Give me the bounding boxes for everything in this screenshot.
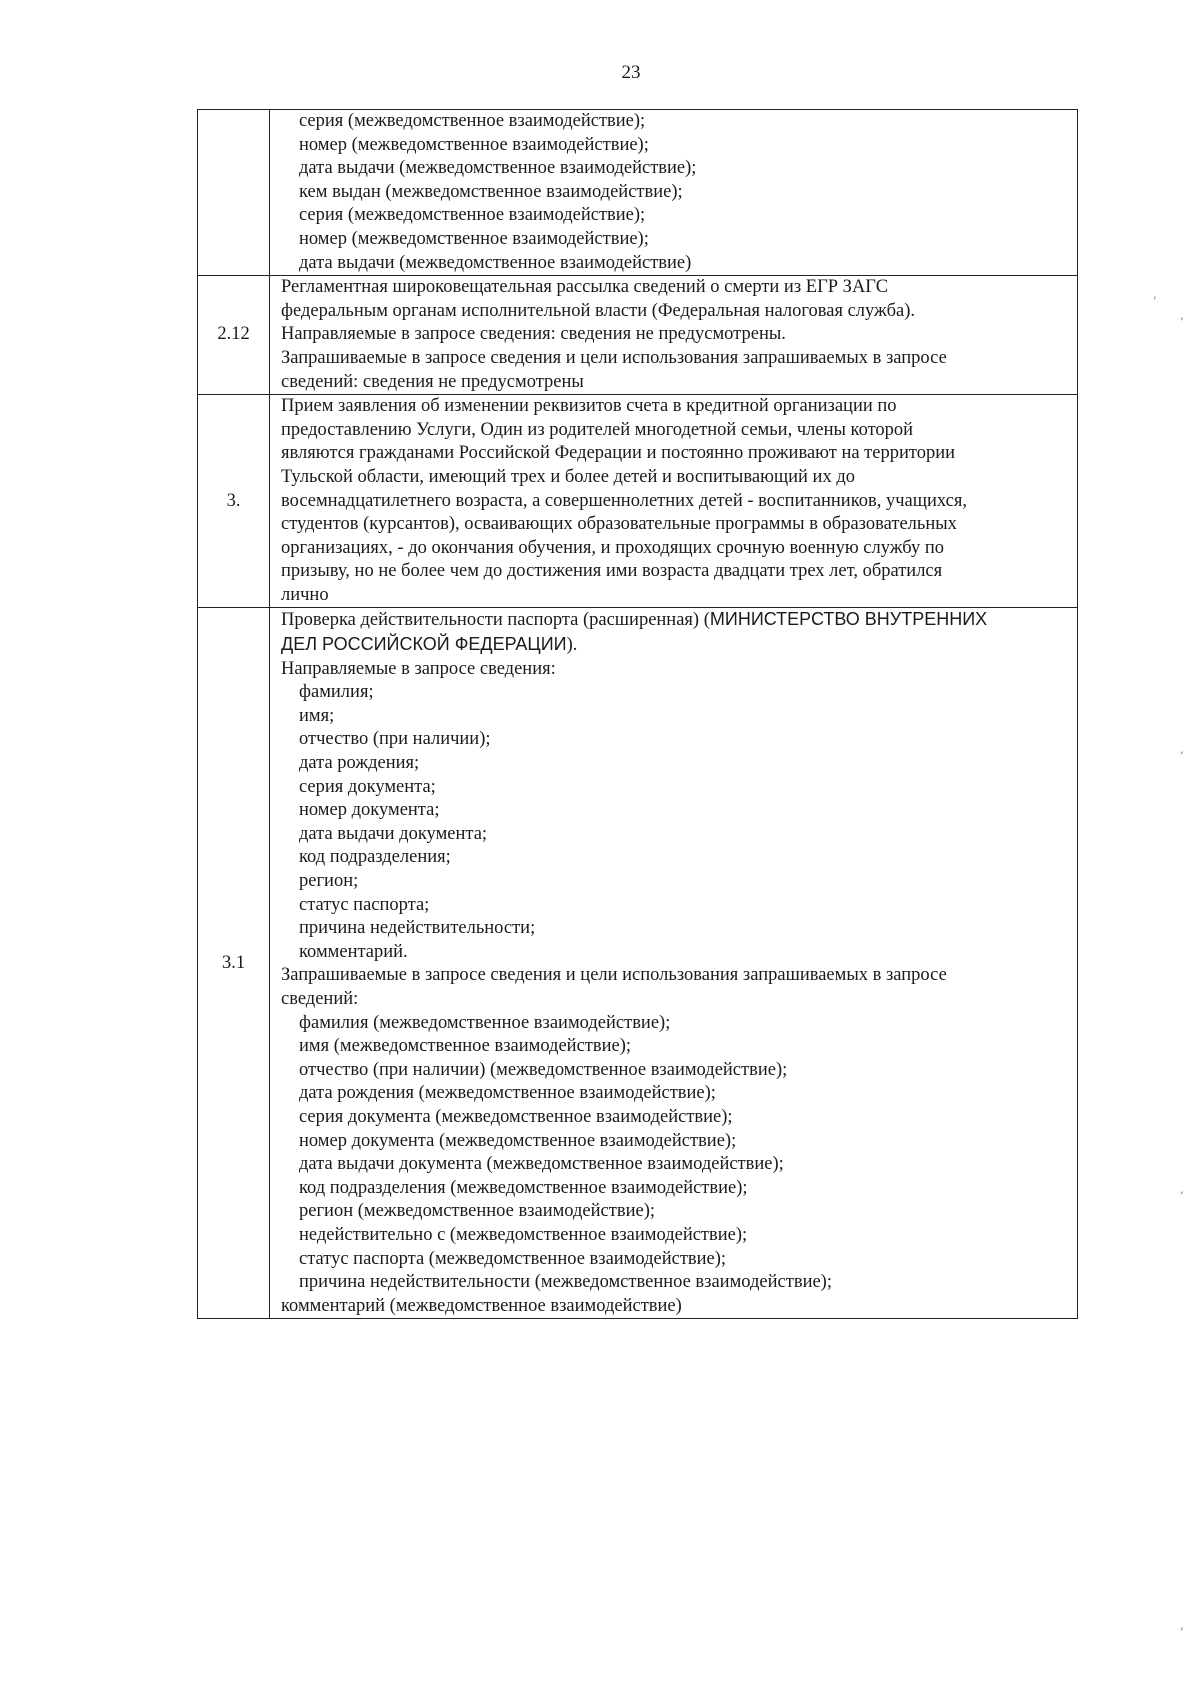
content-line: регион (межведомственное взаимодействие); [299, 1201, 655, 1222]
content-line: код подразделения; [299, 847, 451, 868]
content-line: предоставлению Услуги, Один из родителей многодетной семьи, члены которой [281, 419, 914, 440]
table-body [198, 110, 1078, 1319]
content-line: отчество (при наличии); [299, 729, 491, 750]
row-number-cell: 3.1 [198, 608, 270, 1319]
content-line: являются гражданами Российской Федерации и постоянно проживают на территории [281, 443, 956, 464]
page-number: 23 [621, 62, 641, 83]
content-line: причина недействительности; [299, 918, 536, 939]
content-line: статус паспорта; [299, 894, 430, 915]
agency-name-part: МИНИСТЕРСТВО ВНУТРЕННИХ [709, 609, 988, 630]
row-content-cell [270, 395, 1078, 608]
content-line: имя (межведомственное взаимодействие); [299, 1036, 632, 1057]
row-content-cell [270, 608, 1078, 1319]
table-row [198, 110, 1078, 276]
content-line: номер документа (межведомственное взаимодействие); [299, 1130, 737, 1151]
row-number-cell [198, 110, 270, 276]
content-line: отчество (при наличии) (межведомственное взаимодействие); [299, 1059, 788, 1080]
service-title [281, 608, 1067, 657]
content-line: дата выдачи документа; [299, 823, 488, 844]
content-line: имя; [299, 705, 335, 726]
content-line: код подразделения (межведомственное взаимодействие); [299, 1177, 748, 1198]
agency-name-part: ДЕЛ РОССИЙСКОЙ ФЕДЕРАЦИИ [281, 634, 567, 655]
scan-mark: , [1180, 1182, 1184, 1196]
scan-mark: , [1153, 287, 1157, 301]
table-row [198, 608, 1078, 1319]
table-row [198, 276, 1078, 395]
content-line: комментарий (межведомственное взаимодействие) [281, 1295, 682, 1316]
content-line: сведений: [281, 988, 359, 1009]
content-line: федеральным органам исполнительной власти (Федеральная налоговая служба). [281, 300, 915, 321]
content-line: недействительно с (межведомственное взаимодействие); [299, 1224, 748, 1245]
service-table [197, 109, 1078, 1319]
table-row [198, 395, 1078, 608]
content-line: дата рождения; [299, 753, 420, 774]
service-title-text: Проверка действительности паспорта (расширенная) ( [281, 610, 710, 631]
content-line: Прием заявления об изменении реквизитов счета в кредитной организации по [281, 396, 897, 417]
content-line: дата выдачи (межведомственное взаимодействие); [299, 158, 697, 179]
scan-mark: , [1180, 1618, 1184, 1632]
content-line: Направляемые в запросе сведения: сведения не предусмотрены. [281, 324, 786, 345]
row-content-cell [270, 110, 1078, 276]
row-number-cell: 3. [198, 395, 270, 608]
content-line: регион; [299, 871, 359, 891]
content-line: номер документа; [299, 800, 440, 821]
content-line: причина недействительности (межведомственное взаимодействие); [299, 1272, 832, 1293]
content-line: серия (межведомственное взаимодействие); [299, 111, 646, 131]
content-line: дата выдачи (межведомственное взаимодействие) [299, 252, 692, 273]
content-line: серия документа; [299, 776, 436, 797]
content-line: номер (межведомственное взаимодействие); [299, 228, 649, 249]
content-line: восемнадцатилетнего возраста, а совершеннолетних детей - воспитанников, учащихся, [281, 490, 967, 511]
content-line: фамилия; [299, 682, 374, 703]
content-line: кем выдан (межведомственное взаимодействие); [299, 181, 683, 202]
content-line: Направляемые в запросе сведения: [281, 658, 556, 679]
content-line: призыву, но не более чем до достижения ими возраста двадцати трех лет, обратился [281, 561, 943, 582]
content-line: организациях, - до окончания обучения, и проходящих срочную военную службу по [281, 537, 945, 558]
content-line: Регламентная широковещательная рассылка сведений о смерти из ЕГР ЗАГС [281, 277, 889, 298]
content-line: Запрашиваемые в запросе сведения и цели использования запрашиваемых в запросе [281, 347, 947, 368]
content-line: студентов (курсантов), осваивающих образовательные программы в образовательных [281, 514, 957, 535]
content-line: серия (межведомственное взаимодействие); [299, 205, 646, 226]
scan-mark: , [1180, 308, 1184, 322]
content-line: Запрашиваемые в запросе сведения и цели использования запрашиваемых в запросе [281, 965, 947, 986]
scan-mark: , [1180, 742, 1184, 756]
content-line: статус паспорта (межведомственное взаимодействие); [299, 1248, 727, 1269]
row-number-cell: 2.12 [198, 276, 270, 395]
content-line: дата выдачи документа (межведомственное взаимодействие); [299, 1154, 784, 1175]
content-line: серия документа (межведомственное взаимодействие); [299, 1106, 733, 1127]
content-line: Тульской области, имеющий трех и более детей и воспитывающий их до [281, 466, 855, 487]
content-line: фамилия (межведомственное взаимодействие); [299, 1012, 671, 1033]
content-line: комментарий. [299, 941, 408, 962]
service-title-text: ). [566, 635, 578, 656]
content-line: сведений: сведения не предусмотрены [281, 371, 584, 392]
content-line: лично [281, 584, 329, 605]
row-content-cell [270, 276, 1078, 395]
content-line: дата рождения (межведомственное взаимодействие); [299, 1083, 716, 1104]
content-line: номер (межведомственное взаимодействие); [299, 134, 649, 155]
